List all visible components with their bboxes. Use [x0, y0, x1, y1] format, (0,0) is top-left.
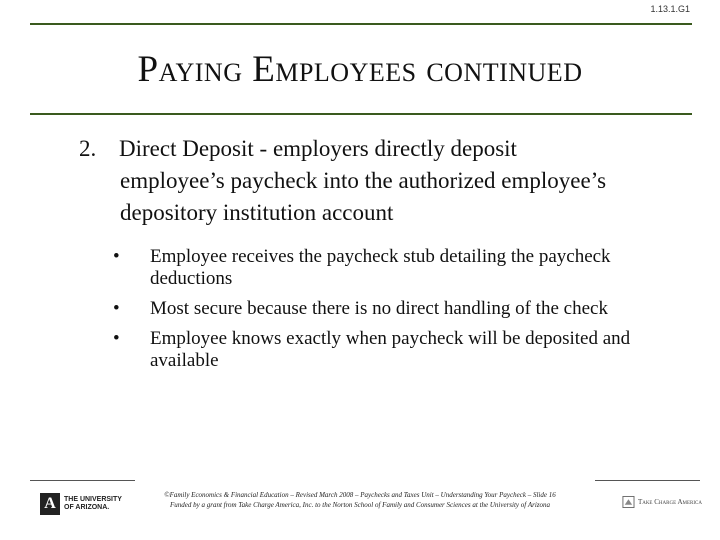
take-charge-america-logo	[622, 491, 702, 513]
point-separator: -	[253, 136, 273, 161]
point-lead-line	[79, 133, 679, 165]
footer-credits	[140, 490, 580, 510]
university-wordmark-line2: OF ARIZONA.	[64, 504, 110, 511]
slide-title: Paying Employees continued	[137, 49, 583, 90]
bullet-icon: •	[113, 298, 120, 319]
main-point	[79, 133, 679, 229]
point-definition-continued: employee’s paycheck into the authorized employee’s depository institution account	[120, 168, 607, 225]
bullet-item	[113, 246, 693, 290]
university-wordmark	[64, 496, 122, 512]
bullet-icon: •	[113, 328, 120, 349]
point-number: 2.	[79, 136, 97, 161]
footer-line-1: ©Family Economics & Financial Education – Revised March 2008 – Paychecks and Taxes Unit – Understanding Your Paycheck – Slide 16	[164, 491, 556, 499]
bullet-text: Most secure because there is no direct handling of the check	[150, 298, 608, 319]
university-wordmark-line1: THE UNIVERSITY	[64, 496, 122, 503]
point-term: Direct Deposit	[119, 136, 254, 161]
bullet-item	[113, 328, 693, 372]
bullet-icon: •	[113, 246, 120, 267]
bullet-list	[113, 246, 693, 380]
university-logo	[40, 491, 140, 517]
point-definition-start: employers directly deposit	[272, 136, 517, 161]
bullet-item	[113, 298, 693, 320]
top-divider	[30, 23, 692, 25]
university-a-icon: A	[40, 493, 60, 515]
footer-line-2: Funded by a grant from Take Charge America, Inc. to the Norton School of Family and Consumer Sciences at the University of Arizona	[169, 501, 551, 509]
footer-divider-right	[595, 480, 700, 481]
bullet-text: Employee receives the paycheck stub detailing the paycheck deductions	[150, 246, 611, 289]
bullet-text: Employee knows exactly when paycheck will be deposited and available	[150, 328, 631, 371]
take-charge-america-icon	[622, 495, 635, 509]
footer-divider-left	[30, 480, 135, 481]
title-divider	[30, 113, 692, 115]
slide-number: 1.13.1.G1	[650, 4, 690, 14]
take-charge-america-wordmark: Take Charge America	[637, 498, 702, 506]
